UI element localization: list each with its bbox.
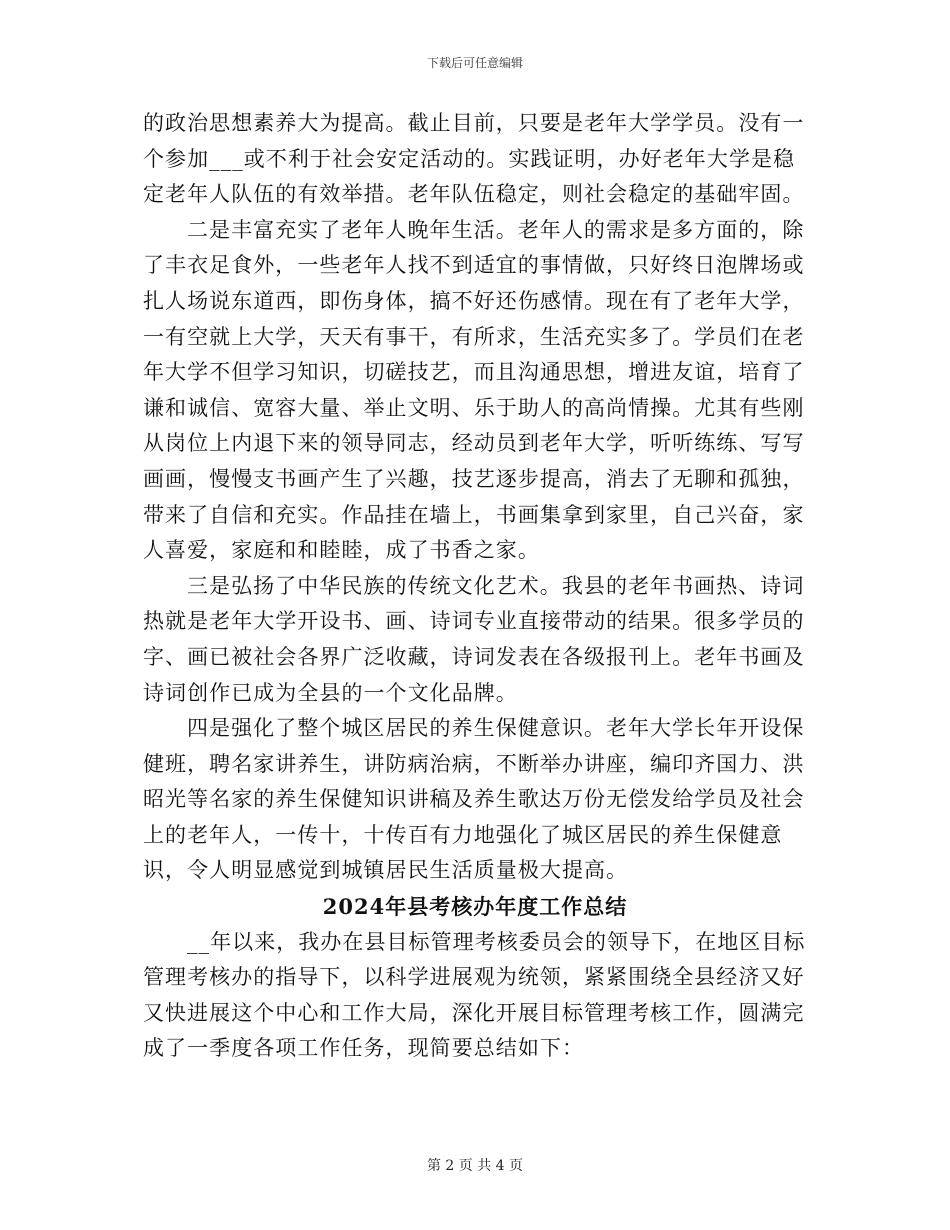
paragraph-continued: 的政治思想素养大为提高。截止目前，只要是老年大学学员。没有一个参加___或不利于社会安定活动的。实践证明，办好老年大学是稳定老年人队伍的有效举措。老年队伍稳定，则社会稳定的基础牢固。 — [143, 111, 805, 207]
page-header-note: 下载后可任意编辑 — [426, 56, 523, 70]
section-title: 2024年县考核办年度工作总结 — [322, 894, 628, 920]
page-number: 第 2 页 共 4 页 — [426, 1158, 524, 1174]
paragraph-summary-intro: __年以来，我办在县目标管理考核委员会的领导下，在地区目标管理考核办的指导下，以科学进展观为统领，紧紧围绕全县经济又好又快进展这个中心和工作大局，深化开展目标管理考核工作，圆满完成了一季度各项工作任务，现简要总结如下： — [143, 929, 806, 1061]
paragraph-health: 四是强化了整个城区居民的养生保健意识。老年大学长年开设保健班，聘名家讲养生，讲防病治病，不断举办讲座，编印齐国力、洪昭光等名家的养生保健知识讲稿及养生歌达万份无偿发给学员及社会上的老年人，一传十，十传百有力地强化了城区居民的养生保健意识，令人明显感觉到城镇居民生活质量极大提高。 — [143, 716, 805, 883]
paragraph-enrich-life: 二是丰富充实了老年人晚年生活。老年人的需求是多方面的，除了丰衣足食外，一些老年人找不到适宜的事情做，只好终日泡牌场或扎人场说东道西，即伤身体，搞不好还伤感情。现在有了老年大学，一有空就上大学，天天有事干，有所求，生活充实多了。学员们在老年大学不但学习知识，切磋技艺，而且沟通思想，增进友谊，培育了谦和诚信、宽容大量、举止文明、乐于助人的高尚情操。尤其有些刚从岗位上内退下来的领导同志，经动员到老年大学，听听练练、写写画画，慢慢支书画产生了兴趣，技艺逐步提高，消去了无聊和孤独，带来了自信和充实。作品挂在墙上，书画集拿到家里，自己兴奋，家人喜爱，家庭和和睦睦，成了书香之家。 — [143, 217, 805, 563]
paragraph-culture: 三是弘扬了中华民族的传统文化艺术。我县的老年书画热、诗词热就是老年大学开设书、画、诗词专业直接带动的结果。很多学员的字、画已被社会各界广泛收藏，诗词发表在各级报刊上。老年书画及诗词创作已成为全县的一个文化品牌。 — [143, 573, 805, 705]
document-body — [143, 106, 807, 1067]
